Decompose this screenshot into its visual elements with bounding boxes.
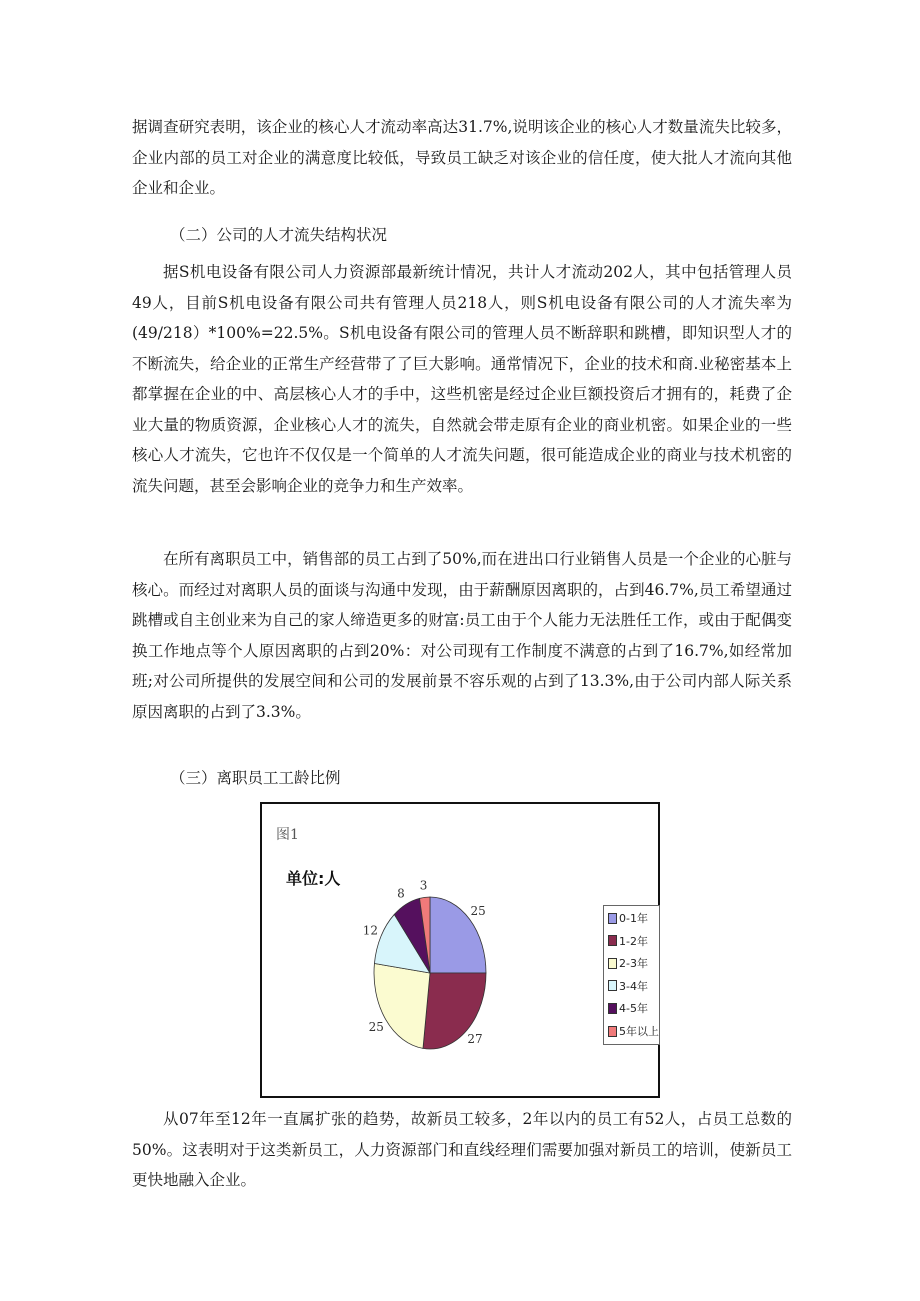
legend-item-1	[608, 932, 648, 950]
legend-item-4	[608, 999, 648, 1017]
legend-item-2	[608, 954, 648, 972]
legend-label-2: 2-3年	[619, 957, 648, 971]
legend-swatch-0	[608, 913, 617, 924]
legend-item-0	[608, 909, 648, 927]
pie-data-label-4: 8	[397, 886, 405, 901]
pie-data-label-1: 27	[467, 1032, 483, 1046]
legend-swatch-4	[608, 1003, 617, 1014]
pie-chart-figure	[260, 802, 660, 1098]
paragraph-new-employee-analysis: 从07年至12年一直属扩张的趋势，故新员工较多，2年以内的员工有52人，占员工总数的50%。这表明对于这类新员工，人力资源部门和直线经理们需要加强对新员工的培训，使新员工更快地融入企业。	[132, 1110, 792, 1189]
legend-label-0: 0-1年	[619, 912, 648, 925]
legend-item-3	[608, 977, 648, 995]
pie-data-label-5: 3	[419, 878, 428, 893]
section-heading-3: （三）离职员工工龄比例	[170, 769, 341, 787]
legend-swatch-5	[608, 1026, 617, 1037]
pie-data-label-0: 25	[470, 903, 486, 918]
legend-label-3: 3-4年	[619, 979, 648, 993]
chart-legend	[603, 905, 660, 1045]
paragraph-turnover-structure: 据S机电设备有限公司人力资源部最新统计情况，共计人才流动202人，其中包括管理人员49人，目前S机电设备有限公司共有管理人员218人，则S机电设备有限公司的人才流失率为(49/218）*100%=22.5%。S机电设备有限公司的管理人员不断辞职和跳槽，即知识型人才的不断流失，给企业的正常生产经营带了了巨大影响。通常情况下，企业的技术和商.业秘密基本上都掌握在企业的中、高层核心人才的手中，这些机密是经过企业巨额投资后才拥有的，耗费了企业大量的物质资源，企业核心人才的流失，自然就会带走原有企业的商业机密。如果企业的一些核心人才流失，它也许不仅仅是一个简单的人才流失问题，很可能造成企业的商业与技术机密的流失问题，甚至会影响企业的竞争力和生产效率。	[132, 263, 792, 495]
legend-swatch-2	[608, 958, 617, 969]
paragraph-departure-reasons: 在所有离职员工中，销售部的员工占到了50%,而在进出口行业销售人员是一个企业的心脏与核心。而经过对离职人员的面谈与沟通中发现，由于薪酬原因离职的，占到46.7%,员工希望通过跳槽或自主创业来为自己的家人缔造更多的财富:员工由于个人能力无法胜任工作，或由于配偶变换工作地点等个人原因离职的占到20%：对公司现有工作制度不满意的占到了16.7%,如经常加班;对公司所提供的发展空间和公司的发展前景不容乐观的占到了13.3%,由于公司内部人际关系原因离职的占到了3.3%。	[132, 550, 792, 721]
section-heading-2: （二）公司的人才流失结构状况	[170, 226, 388, 244]
legend-label-4: 4-5年	[619, 1002, 648, 1016]
chart-unit-label: 单位:人	[286, 869, 341, 888]
figure-label: 图1	[276, 827, 299, 843]
pie-data-label-3: 12	[362, 923, 379, 938]
pie-slice-2	[374, 963, 430, 1048]
legend-swatch-3	[608, 980, 617, 991]
legend-item-5	[608, 1022, 659, 1040]
legend-label-5: 5年以上	[619, 1025, 659, 1038]
legend-swatch-1	[608, 935, 617, 946]
legend-label-1: 1-2年	[619, 934, 648, 948]
paragraph-core-talent-turnover: 据调查研究表明，该企业的核心人才流动率高达31.7%,说明该企业的核心人才数量流失比较多，企业内部的员工对企业的满意度比较低，导致员工缺乏对该企业的信任度，使大批人才流向其他企业和企业。	[132, 118, 792, 197]
pie-chart	[262, 804, 658, 1096]
pie-data-label-2: 25	[368, 1019, 384, 1034]
